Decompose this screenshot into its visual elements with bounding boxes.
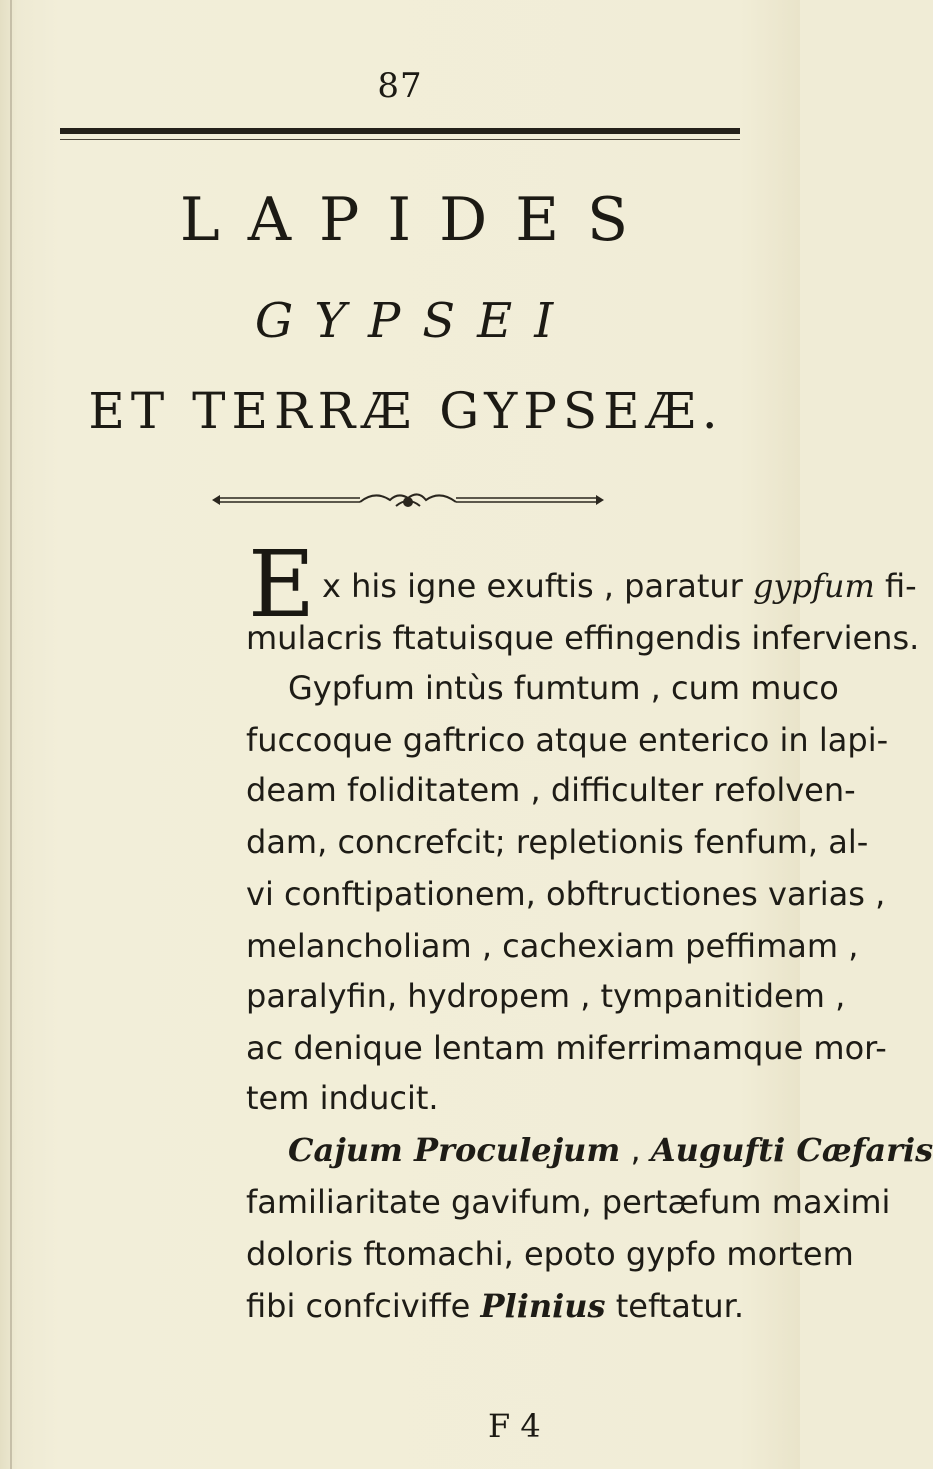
text-line-4: fuccoque gaftrico atque enterico in lapi- (246, 721, 889, 759)
drop-cap: E (248, 531, 316, 638)
text-line-11: tem inducit. (246, 1079, 439, 1117)
text-line-13: familiaritate gavifum, pertæfum maximi (246, 1183, 891, 1221)
text-span: fibi confciviffe (246, 1287, 481, 1325)
heading-lapides: LAPIDES (179, 185, 657, 255)
italic-name: Augufti Cæfaris (650, 1131, 933, 1169)
italic-name: Plinius (480, 1287, 606, 1325)
text-span: fi- (874, 567, 917, 605)
italic-name: Cajum Proculejum (288, 1131, 621, 1169)
header-rule-thick (60, 128, 740, 134)
text-line-7: vi conftipationem, obftructiones varias , (246, 875, 886, 913)
text-line-1 (322, 566, 917, 606)
text-line-3: Gypfum intùs fumtum , cum muco (288, 669, 839, 707)
text-line-14: doloris ftomachi, epoto gypfo mortem (246, 1235, 854, 1273)
text-line-2: mulacris ftatuisque effingendis inferviens. (246, 619, 920, 657)
text-line-15 (246, 1286, 744, 1326)
text-span: , (620, 1131, 651, 1169)
ornament-divider (210, 488, 606, 512)
page-number: 87 (377, 66, 423, 106)
text-span: x his igne exuftis , paratur (322, 567, 753, 605)
heading-gypsei: GYPSEI (254, 293, 576, 349)
text-line-5: deam foliditatem , difficulter refolven- (246, 771, 856, 809)
text-span: teftatur. (605, 1287, 745, 1325)
text-line-9: paralyfin, hydropem , tympanitidem , (246, 977, 846, 1015)
text-line-8: melancholiam , cachexiam peffimam , (246, 927, 859, 965)
text-line-10: ac denique lentam miferrimamque mor- (246, 1029, 887, 1067)
text-line-12 (288, 1130, 933, 1170)
signature-mark: F 4 (488, 1407, 541, 1445)
text-line-6: dam, concrefcit; repletionis fenfum, al- (246, 823, 869, 861)
heading-terrae-gypseae: ET TERRÆ GYPSEÆ. (88, 382, 724, 440)
italic-term: gypfum (752, 567, 875, 605)
header-rule-thin (60, 139, 740, 140)
